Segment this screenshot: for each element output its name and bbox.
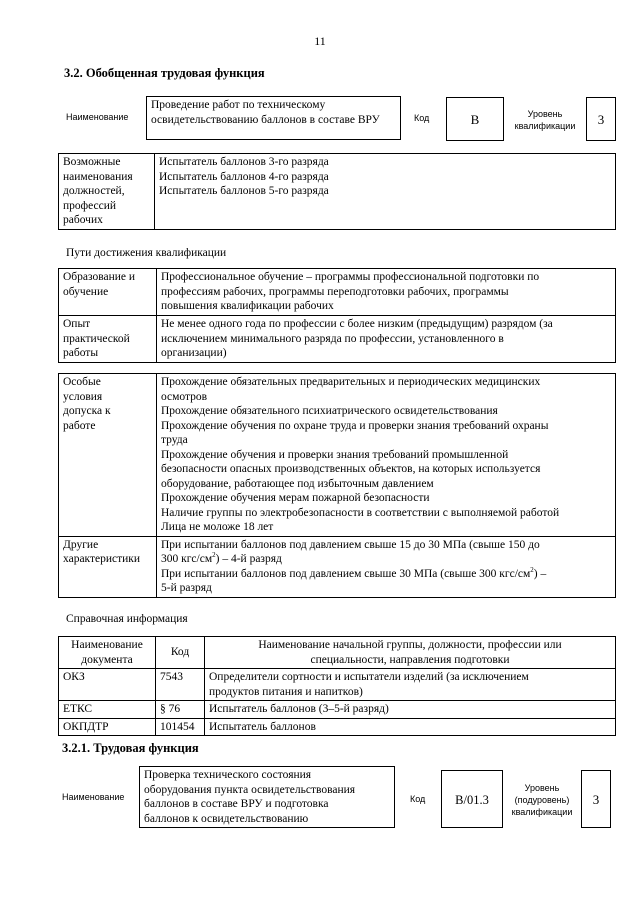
code-value: В xyxy=(470,112,480,127)
position-item: Испытатель баллонов 4-го разряда xyxy=(159,170,329,183)
text-line: баллонов к освидетельствованию xyxy=(144,812,309,825)
level-label-line: Уровень xyxy=(527,109,563,119)
label-line: условия xyxy=(63,390,103,403)
text-line: Профессиональное обучение – программы профессиональной подготовки по xyxy=(161,271,540,283)
reference-heading: Справочная информация xyxy=(66,613,188,625)
text-line: Проверка технического состояния xyxy=(144,769,312,781)
level-value: 3 xyxy=(597,112,605,127)
text-line: При испытании баллонов под давлением свыше 15 до 30 МПа (свыше 150 до xyxy=(161,538,540,551)
ref-doc: ЕТКС xyxy=(59,701,156,719)
text-line: Прохождение обучения по охране труда и проверки знания требований охраны xyxy=(161,419,549,432)
paths-heading: Пути достижения квалификации xyxy=(66,247,227,259)
name-label: Наименование xyxy=(62,792,125,802)
text-line: 5-й разряд xyxy=(161,582,212,594)
education-label xyxy=(59,269,157,316)
header-line: Наименование xyxy=(71,639,143,651)
ref-name xyxy=(205,718,616,736)
ref-doc: ОКПДТР xyxy=(59,718,156,736)
ref-name xyxy=(205,669,616,701)
code-box xyxy=(441,770,503,828)
text-line: исключением минимального разряда по профессии, установленного в xyxy=(161,332,504,345)
positions-table xyxy=(58,153,616,230)
table-row xyxy=(59,701,616,719)
level-label xyxy=(508,108,582,132)
label-line: работе xyxy=(63,419,96,432)
text-line: Лица не моложе 18 лет xyxy=(161,521,274,533)
positions-label xyxy=(59,154,155,230)
text-line: труда xyxy=(161,434,188,446)
label-line: наименования xyxy=(63,170,133,183)
text-line: профессиям рабочих, программы переподготовки рабочих, программы xyxy=(161,285,509,298)
code-value: В/01.3 xyxy=(455,793,489,807)
code-box xyxy=(446,97,504,141)
label-line: характеристики xyxy=(63,553,141,565)
label-line: Опыт xyxy=(63,318,91,330)
position-item: Испытатель баллонов 5-го разряда xyxy=(159,185,329,197)
text-line: осмотров xyxy=(161,390,208,403)
text-part: ) – xyxy=(533,567,547,580)
position-item: Испытатель баллонов 3-го разряда xyxy=(159,156,329,168)
ref-header-name xyxy=(205,637,616,669)
page-number: 11 xyxy=(314,34,326,48)
text-line: Прохождение обязательного психиатрического освидетельствования xyxy=(161,405,498,417)
label-line: рабочих xyxy=(63,214,103,226)
experience-text xyxy=(157,316,616,363)
special-label xyxy=(59,374,157,537)
level-label xyxy=(507,782,577,818)
text-line: Прохождение обязательных предварительных и периодических медицинских xyxy=(161,376,541,388)
table-row xyxy=(59,718,616,736)
text-line: Определители сортности и испытатели изделий (за исключением xyxy=(209,671,529,683)
experience-label xyxy=(59,316,157,363)
label-line: Особые xyxy=(63,376,101,388)
text-line xyxy=(161,567,611,582)
special-text xyxy=(157,374,616,537)
table-row xyxy=(59,669,616,701)
other-text xyxy=(157,536,616,597)
code-label: Код xyxy=(410,794,426,804)
text-line: безопасности опасных производственных объектов, на которых используется xyxy=(161,463,541,475)
label-line: Образование и xyxy=(63,271,136,283)
label-line: профессий xyxy=(63,199,117,212)
label-line: обучение xyxy=(63,285,109,298)
label-line: Возможные xyxy=(63,156,121,168)
name-label: Наименование xyxy=(66,112,129,122)
conditions-table xyxy=(58,373,616,598)
level-box xyxy=(581,770,611,828)
level-label-line: Уровень xyxy=(524,783,560,793)
text-line: Испытатель баллонов xyxy=(209,720,316,733)
text-line: оборудования пункта освидетельствования xyxy=(144,783,356,796)
level-label-line: (подуровень) xyxy=(514,795,570,805)
ref-code: 7543 xyxy=(156,669,205,701)
text-line: повышения квалификации рабочих xyxy=(161,300,334,312)
superscript: 2 xyxy=(212,551,216,560)
qualification-table xyxy=(58,268,616,363)
reference-table xyxy=(58,636,616,736)
ref-header-doc xyxy=(59,637,156,669)
level-label-line: квалификации xyxy=(511,807,573,817)
text-line: Прохождение обучения мерам пожарной безопасности xyxy=(161,492,430,504)
label-line: работы xyxy=(63,347,99,359)
superscript: 2 xyxy=(530,565,534,574)
header-line: документа xyxy=(81,653,133,666)
ref-header-code xyxy=(156,637,205,669)
text-part: ) – 4-й разряд xyxy=(215,553,282,565)
text-part: При испытании баллонов под давлением свыше 30 МПа (свыше 300 кгс/см xyxy=(161,567,531,580)
level-box xyxy=(586,97,616,141)
other-label xyxy=(59,536,157,597)
function-name-text: Проведение работ по техническому освидетельствованию баллонов в составе ВРУ xyxy=(151,99,380,126)
header-line: Наименование начальной группы, должности, профессии или xyxy=(258,639,562,651)
labor-function-box xyxy=(139,766,395,828)
subsection-heading: 3.2.1. Трудовая функция xyxy=(62,741,199,755)
text-line: Не менее одного года по профессии с более низким (предыдущим) разрядом (за xyxy=(161,318,553,330)
code-label: Код xyxy=(414,113,430,123)
text-line: Испытатель баллонов (3–5-й разряд) xyxy=(209,703,389,715)
text-line: продуктов питания и напитков) xyxy=(209,685,363,698)
label-line: практической xyxy=(63,332,130,345)
header-line: специальности, направления подготовки xyxy=(310,653,510,666)
section-heading: 3.2. Обобщенная трудовая функция xyxy=(64,66,265,80)
text-line: организации) xyxy=(161,347,227,359)
education-text xyxy=(157,269,616,316)
label-line: должностей, xyxy=(63,185,125,197)
level-label-line: квалификации xyxy=(514,121,576,131)
positions-list xyxy=(155,154,616,230)
header-line: Код xyxy=(170,646,190,659)
ref-code: 101454 xyxy=(156,718,205,736)
text-part: 300 кгс/см xyxy=(161,553,213,565)
ref-code: § 76 xyxy=(156,701,205,719)
ref-name xyxy=(205,701,616,719)
function-name-box xyxy=(146,96,401,140)
label-line: допуска к xyxy=(63,405,111,417)
text-line xyxy=(161,552,611,567)
text-line: Наличие группы по электробезопасности в соответствии с выполняемой работой xyxy=(161,506,560,519)
text-line: оборудование, работающее под избыточным давлением xyxy=(161,477,434,490)
text-line: Прохождение обучения и проверки знания требований промышленной xyxy=(161,448,509,461)
text-line: баллонов в составе ВРУ и подготовка xyxy=(144,798,329,810)
ref-doc: ОКЗ xyxy=(59,669,156,701)
level-value: 3 xyxy=(592,792,600,807)
label-line: Другие xyxy=(63,538,99,551)
